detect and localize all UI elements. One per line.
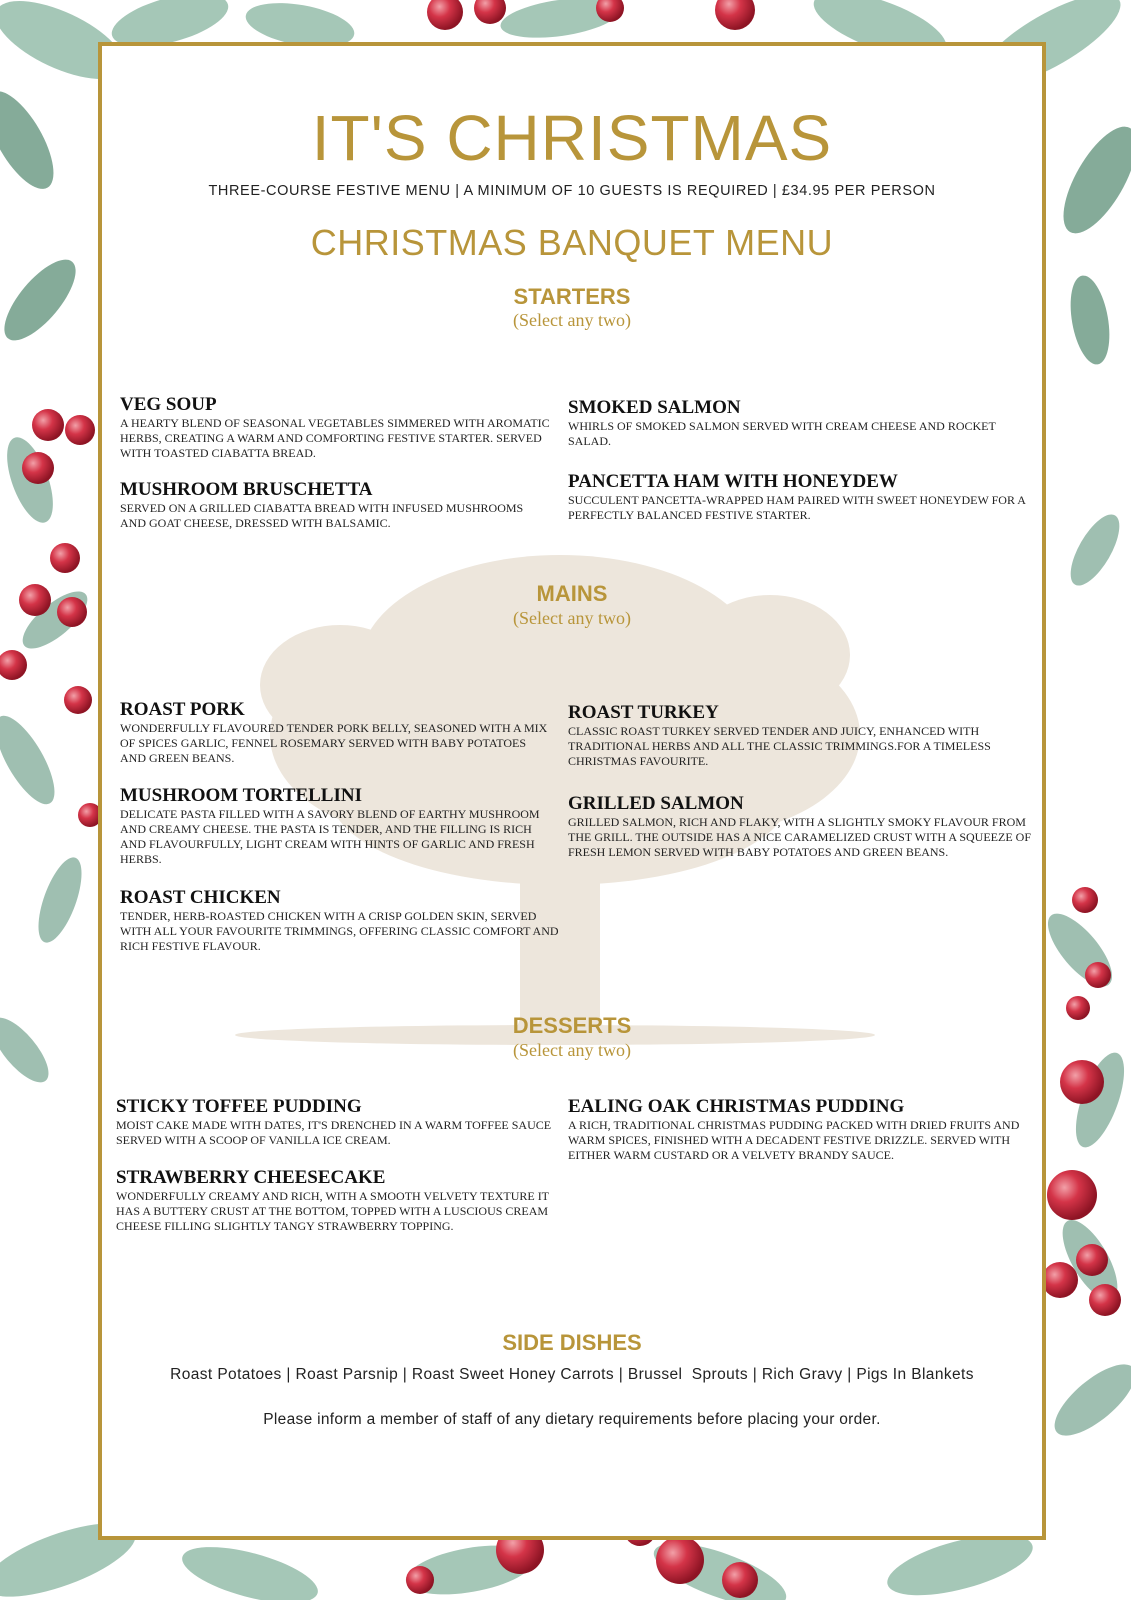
dietary-notice: Please inform a member of staff of any dietary requirements before placing your order. [263, 1411, 881, 1428]
mains-heading: MAINS [536, 581, 608, 606]
menu-item [120, 395, 550, 461]
menu-item [568, 703, 1028, 769]
menu-item [568, 398, 1028, 449]
item-description: WHIRLS OF SMOKED SALMON SERVED WITH CREAM CHEESE AND ROCKET SALAD. [568, 419, 996, 448]
item-name: ROAST CHICKEN [120, 887, 281, 908]
menu-item [116, 1097, 556, 1148]
item-description: DELICATE PASTA FILLED WITH A SAVORY BLEND OF EARTHY MUSHROOM AND CREAMY CHEESE. THE PASTA IS TENDER, AND THE FILLING IS RICH AND FLAVOURFULLY, LIGHT CREAM WITH HINTS OF GARLIC AND FRESH HERBS. [120, 807, 540, 866]
item-name: STRAWBERRY CHEESECAKE [116, 1167, 386, 1188]
item-name: VEG SOUP [120, 394, 217, 415]
menu-subtitle: THREE-COURSE FESTIVE MENU | A MINIMUM OF 10 GUESTS IS REQUIRED | £34.95 PER PERSON [208, 183, 936, 199]
menu-item [120, 786, 550, 867]
item-name: SMOKED SALMON [568, 397, 741, 418]
item-description: MOIST CAKE MADE WITH DATES, IT'S DRENCHED IN A WARM TOFFEE SAUCE SERVED WITH A SCOOP OF VANILLA ICE CREAM. [116, 1118, 552, 1147]
item-name: EALING OAK CHRISTMAS PUDDING [568, 1096, 905, 1117]
side-dishes-list: Roast Potatoes | Roast Parsnip | Roast Sweet Honey Carrots | Brussel Sprouts | Rich Gravy | Pigs In Blankets [170, 1366, 974, 1383]
item-description: A HEARTY BLEND OF SEASONAL VEGETABLES SIMMERED WITH AROMATIC HERBS, CREATING A WARM AND COMFORTING FESTIVE STARTER. SERVED WITH TOASTED CIABATTA BREAD. [120, 416, 550, 460]
item-name: STICKY TOFFEE PUDDING [116, 1096, 362, 1117]
item-name: MUSHROOM BRUSCHETTA [120, 479, 373, 500]
item-description: CLASSIC ROAST TURKEY SERVED TENDER AND JUICY, ENHANCED WITH TRADITIONAL HERBS AND ALL THE CLASSIC TRIMMINGS.FOR A TIMELESS CHRISTMAS FAVOURITE. [568, 724, 991, 768]
menu-item [120, 700, 550, 766]
menu-item [116, 1168, 561, 1234]
menu-item [120, 888, 560, 954]
menu-heading: CHRISTMAS BANQUET MENU [310, 222, 834, 263]
item-name: MUSHROOM TORTELLINI [120, 785, 362, 806]
desserts-heading: DESSERTS [512, 1013, 632, 1038]
item-description: SUCCULENT PANCETTA-WRAPPED HAM PAIRED WITH SWEET HONEYDEW FOR A PERFECTLY BALANCED FESTIVE STARTER. [568, 493, 1026, 522]
starters-heading: STARTERS [513, 284, 631, 309]
menu-item [568, 794, 1043, 860]
item-description: WONDERFULLY CREAMY AND RICH, WITH A SMOOTH VELVETY TEXTURE IT HAS A BUTTERY CRUST AT THE BOTTOM, TOPPED WITH A LUSCIOUS CREAM CHEESE FILLING SLIGHTLY TANGY STRAWBERRY TOPPING. [116, 1189, 549, 1233]
menu-item [568, 1097, 1033, 1163]
side-dishes-heading: SIDE DISHES [502, 1330, 642, 1355]
item-description: TENDER, HERB-ROASTED CHICKEN WITH A CRISP GOLDEN SKIN, SERVED WITH ALL YOUR FAVOURITE TRIMMINGS, OFFERING CLASSIC COMFORT AND RICH FESTIVE FLAVOUR. [120, 909, 559, 953]
item-name: ROAST TURKEY [568, 702, 719, 723]
page-title: IT'S CHRISTMAS [311, 102, 833, 174]
item-name: ROAST PORK [120, 699, 245, 720]
item-description: GRILLED SALMON, RICH AND FLAKY, WITH A SLIGHTLY SMOKY FLAVOUR FROM THE GRILL. THE OUTSIDE HAS A NICE CARAMELIZED CRUST WITH A SQUEEZE OF FRESH LEMON SERVED WITH BABY POTATOES AND GREEN BEANS. [568, 815, 1031, 859]
item-description: WONDERFULLY FLAVOURED TENDER PORK BELLY, SEASONED WITH A MIX OF SPICES GARLIC, FENNEL ROSEMARY SERVED WITH BABY POTATOES AND GREEN BEANS. [120, 721, 548, 765]
starters-note: (Select any two) [513, 310, 631, 330]
item-description: SERVED ON A GRILLED CIABATTA BREAD WITH INFUSED MUSHROOMS AND GOAT CHEESE, DRESSED WITH BALSAMIC. [120, 501, 524, 530]
menu-item [568, 472, 1028, 523]
item-name: PANCETTA HAM WITH HONEYDEW [568, 471, 898, 492]
mains-note: (Select any two) [513, 608, 631, 628]
menu-item [120, 480, 550, 531]
item-description: A RICH, TRADITIONAL CHRISTMAS PUDDING PACKED WITH DRIED FRUITS AND WARM SPICES, FINISHED WITH A DECADENT FESTIVE DRIZZLE. SERVED WITH EITHER WARM CUSTARD OR A VELVETY BRANDY SAUCE. [568, 1118, 1020, 1162]
item-name: GRILLED SALMON [568, 793, 744, 814]
desserts-note: (Select any two) [513, 1040, 631, 1060]
